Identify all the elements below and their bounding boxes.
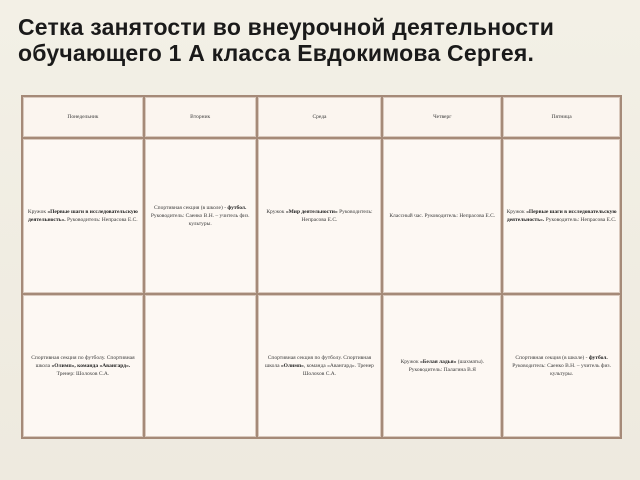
cell-text: Руководитель: Непрасова Е.С. bbox=[301, 209, 373, 223]
cell-mon-2 bbox=[22, 294, 144, 438]
cell-text-bold: футбол. bbox=[588, 355, 608, 361]
cell-text: Спортивная секция по футболу. Спортивная школа bbox=[265, 355, 372, 369]
cell-text: Кружок bbox=[266, 209, 286, 215]
cell-text: Руководитель: Саенко В.Н. – учитель физ. культуры. bbox=[150, 213, 250, 227]
cell-text: Кружок bbox=[27, 209, 48, 215]
cell-text: Кружок bbox=[400, 359, 421, 365]
cell-text: Классный час. Руководитель: Непрасова Е.С. bbox=[389, 213, 496, 219]
cell-text: (шахматы). Руководитель: Палагина В.Я bbox=[408, 359, 484, 373]
header-tuesday: Вторник bbox=[144, 96, 257, 138]
cell-text: , команда «Авангард». Тренер Шолохов С.А. bbox=[302, 363, 374, 377]
cell-text: Кружок bbox=[506, 209, 527, 215]
cell-thu-1 bbox=[382, 138, 502, 294]
page-title-line-1: Сетка занятости во внеурочной деятельности bbox=[18, 14, 555, 40]
page-title-line-2: обучающего 1 А класса Евдокимова Сергея. bbox=[18, 40, 535, 66]
cell-text: Спортивная секция (в школе) - bbox=[154, 205, 228, 211]
header-thursday: Четверг bbox=[382, 96, 502, 138]
cell-text-bold: «Первые шаги в исследовательскую деятельность». bbox=[28, 209, 138, 223]
cell-text-bold: футбол. bbox=[227, 205, 247, 211]
cell-text: Тренер: Шолохов С.А. bbox=[56, 371, 110, 377]
cell-text-bold: «Олимп», команда «Авангард». bbox=[51, 363, 131, 369]
page-title bbox=[18, 14, 618, 66]
header-monday: Понедельник bbox=[22, 96, 144, 138]
table-row bbox=[22, 138, 621, 294]
cell-text: Спортивная секция (в школе) - bbox=[515, 355, 589, 361]
cell-text: Спортивная секция по футболу. Спортивная школа bbox=[31, 355, 135, 369]
header-friday: Пятница bbox=[502, 96, 621, 138]
cell-text-bold: «Первые шаги в исследовательскую деятельность». bbox=[506, 209, 617, 223]
cell-thu-2 bbox=[382, 294, 502, 438]
header-wednesday: Среда bbox=[257, 96, 383, 138]
cell-text-bold: «Мир деятельности» bbox=[285, 209, 338, 215]
cell-text: Руководитель: Саенко В.Н. – учитель физ. культуры. bbox=[512, 363, 611, 377]
cell-text: Руководитель: Непрасова Е.С. bbox=[544, 217, 617, 223]
cell-fri-2 bbox=[502, 294, 621, 438]
cell-tue-2 bbox=[144, 294, 257, 438]
schedule-table bbox=[21, 95, 622, 439]
cell-tue-1 bbox=[144, 138, 257, 294]
cell-mon-1 bbox=[22, 138, 144, 294]
cell-fri-1 bbox=[502, 138, 621, 294]
cell-text-bold: «Олимп» bbox=[280, 363, 304, 369]
cell-text-bold: «Белая ладья» bbox=[420, 359, 457, 365]
table-header-row bbox=[22, 96, 621, 138]
cell-text: Руководитель: Непрасова Е.С. bbox=[65, 217, 138, 223]
cell-wed-1 bbox=[257, 138, 383, 294]
table-row bbox=[22, 294, 621, 438]
cell-wed-2 bbox=[257, 294, 383, 438]
